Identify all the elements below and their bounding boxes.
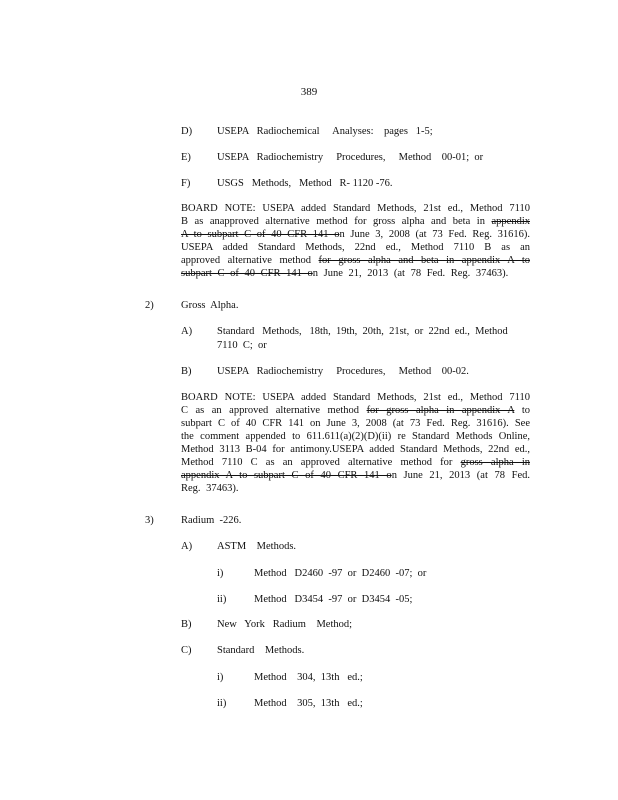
section-number: 2) [145,300,154,311]
board-note-1 [181,202,530,280]
item-text: USEPA Radiochemical Analyses: pages 1-5; [217,126,433,137]
item-text: USEPA Radiochemistry Procedures, Method 00-01; or [217,152,484,163]
subitem-label: ii) [217,698,227,709]
subitem-text: Method 305, 13th ed.; [254,698,363,709]
note-text: n June 21, 2013 (at 78 Fed. Reg. 37463). [312,268,509,279]
item-text: USEPA Radiochemistry Procedures, Method 00-02. [217,366,469,377]
note-strikethrough: for gross alpha in appendix A [366,405,515,416]
subitem-label: i) [217,672,224,683]
note-text: n June 21, 2013 (at 78 Fed. Reg. 37463). [181,470,530,494]
section-number: 3) [145,515,154,526]
note-strikethrough: for gross alpha and beta in appendix A to subpart C of 40 CFR 141 o [181,255,530,279]
item-label: F) [181,178,191,189]
section-title: Radium -226. [181,515,242,526]
item-label: E) [181,152,191,163]
note-text: BOARD NOTE: USEPA added Standard Methods, 21st ed., Method 7110 B as anapproved alternative method for gross alpha and beta in [181,203,530,227]
subitem-label: ii) [217,594,227,605]
note-strikethrough: appendix A to subpart C of 40 CFR 141 o [181,216,530,240]
subitem-text: Method 304, 13th ed.; [254,672,363,683]
item-label: C) [181,645,192,656]
subitem-text: Method D3454 -97 or D3454 -05; [254,594,413,605]
item-label: D) [181,126,193,137]
item-label: A) [181,326,193,337]
item-text: ASTM Methods. [217,541,297,552]
item-label: B) [181,366,192,377]
page-number: 389 [300,86,318,98]
section-title: Gross Alpha. [181,300,239,311]
note-text: n June 3, 2008 (at 73 Fed. Reg. 31616). USEPA added Standard Methods, 22nd ed., Method 7110 B as an approved alternative method [181,229,530,266]
subitem-label: i) [217,568,224,579]
board-note-2 [181,391,530,495]
note-text: to subpart C of 40 CFR 141 on June 3, 2008 (at 73 Fed. Reg. 31616). See the comment appended to 611.611(a)(2)(D)(ii) re Standard Methods Online, Method 3113 B-04 for antimony.USEPA added Standard Methods, 22nd ed., Method 7110 C as an approved alternative method for [181,405,531,468]
subitem-text: Method D2460 -97 or D2460 -07; or [254,568,427,579]
item-label: A) [181,541,193,552]
item-text: New York Radium Method; [217,619,353,630]
note-text: BOARD NOTE: USEPA added Standard Methods, 21st ed., Method 7110 C as an approved alternative method [181,392,530,416]
item-text: USGS Methods, Method R- 1120 -76. [217,178,393,189]
item-text: Standard Methods. [217,645,305,656]
note-strikethrough: gross alpha in appendix A to subpart C of 40 CFR 141 o [181,457,530,481]
item-text: Standard Methods, 18th, 19th, 20th, 21st, or 22nd ed., Method [217,326,508,337]
item-label: B) [181,619,192,630]
item-text: 7110 C; or [217,340,267,351]
